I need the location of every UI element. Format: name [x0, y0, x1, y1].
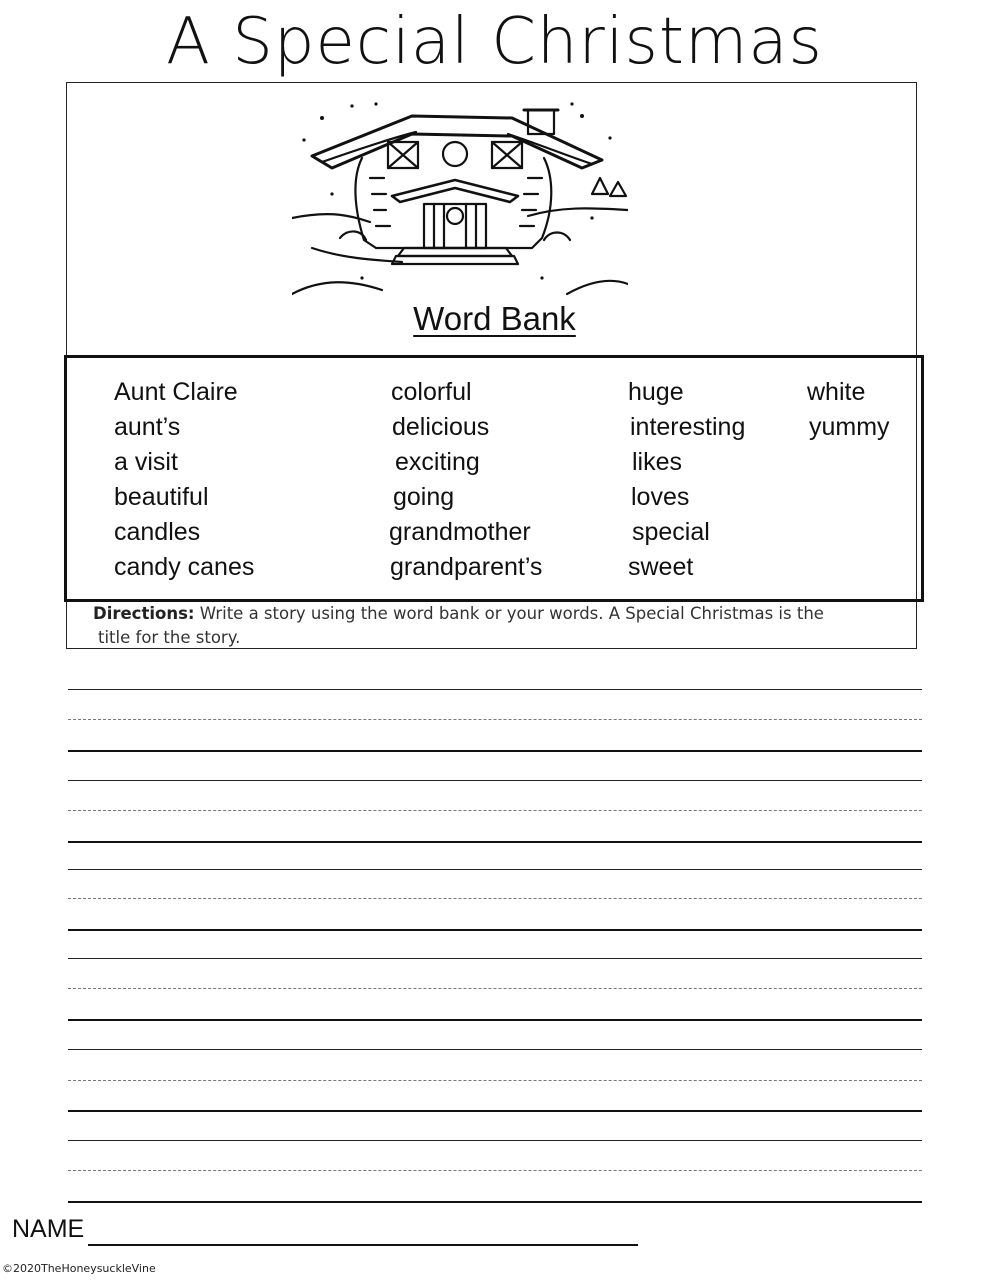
word-bank-item: Aunt Claire [114, 378, 238, 406]
word-bank-item: aunt’s [114, 413, 181, 441]
writing-top-line[interactable] [68, 958, 922, 959]
copyright-text: ©2020TheHoneysuckleVine [2, 1262, 156, 1275]
writing-top-line[interactable] [68, 1049, 922, 1050]
writing-mid-line [68, 810, 922, 811]
word-bank-item: likes [632, 448, 683, 476]
writing-base-line [68, 750, 922, 752]
word-bank-item: interesting [630, 413, 746, 441]
snowy-house-illustration [292, 98, 628, 304]
word-bank-item: sweet [628, 553, 694, 581]
word-bank-item: a visit [114, 448, 178, 476]
name-label: NAME [12, 1215, 85, 1243]
writing-mid-line [68, 1170, 922, 1171]
writing-mid-line [68, 898, 922, 899]
word-bank-item: candles [114, 518, 201, 546]
directions-label: Directions: [93, 604, 195, 623]
writing-base-line [68, 1019, 922, 1021]
word-bank-item: huge [628, 378, 684, 406]
writing-base-line [68, 929, 922, 931]
name-input-line[interactable] [88, 1244, 638, 1246]
writing-mid-line [68, 1080, 922, 1081]
writing-base-line [68, 841, 922, 843]
word-bank-item: white [807, 378, 866, 406]
word-bank-item: grandmother [389, 518, 531, 546]
word-bank-item: colorful [391, 378, 472, 406]
page-title: A Special Christmas [166, 5, 823, 79]
writing-mid-line [68, 988, 922, 989]
word-bank-heading: Word Bank [413, 300, 576, 337]
word-bank-item: yummy [809, 413, 890, 441]
word-bank-item: candy canes [114, 553, 255, 581]
word-bank-item: grandparent’s [390, 553, 543, 581]
writing-base-line [68, 1201, 922, 1203]
writing-top-line[interactable] [68, 869, 922, 870]
word-bank-item: special [632, 518, 710, 546]
word-bank-item: loves [631, 483, 690, 511]
writing-top-line[interactable] [68, 689, 922, 690]
directions-line-1: Write a story using the word bank or your words. A Special Christmas is the [194, 604, 824, 623]
directions-text [93, 602, 893, 650]
writing-top-line[interactable] [68, 1140, 922, 1141]
word-bank-item: going [393, 483, 455, 511]
directions-line-2: title for the story. [98, 628, 241, 647]
word-bank-item: exciting [395, 448, 480, 476]
writing-mid-line [68, 719, 922, 720]
writing-top-line[interactable] [68, 780, 922, 781]
writing-base-line [68, 1110, 922, 1112]
word-bank-item: beautiful [114, 483, 209, 511]
word-bank-item: delicious [392, 413, 490, 441]
